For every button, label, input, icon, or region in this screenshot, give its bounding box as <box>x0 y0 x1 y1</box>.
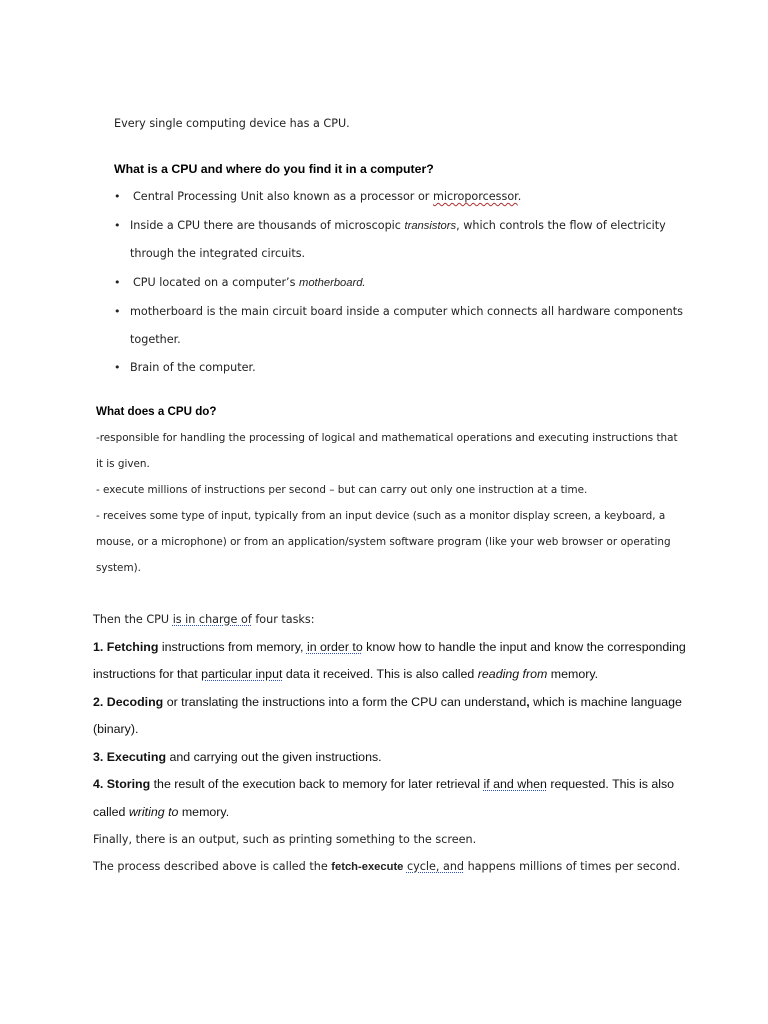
grammar-mark: if and when <box>483 777 547 791</box>
paragraph-line: it is given. <box>96 458 150 470</box>
tasks-lead-line: Then the CPU is in charge of four tasks: <box>93 613 315 626</box>
bullet-marker: • <box>114 219 121 232</box>
bullet-item: Brain of the computer. <box>130 361 256 374</box>
task-decoding-cont: (binary). <box>93 722 139 736</box>
intro-line: Every single computing device has a CPU. <box>114 117 350 130</box>
task-storing-cont: called writing to memory. <box>93 805 230 819</box>
paragraph-line: -responsible for handling the processing of logical and mathematical operations and executing instructions that <box>96 432 678 444</box>
paragraph-line: mouse, or a microphone) or from an application/system software program (like your web browser or operating <box>96 536 671 548</box>
paragraph-line: system). <box>96 562 141 574</box>
output-line: Finally, there is an output, such as printing something to the screen. <box>93 833 477 846</box>
task-executing: 3. Executing and carrying out the given instructions. <box>93 750 382 764</box>
bullet-continuation: through the integrated circuits. <box>130 247 306 260</box>
bullet-marker: • <box>114 276 121 289</box>
paragraph-line: - execute millions of instructions per second – but can carry out only one instruction at a time. <box>96 484 588 496</box>
section-heading-what-does-cpu-do: What does a CPU do? <box>96 405 217 418</box>
bullet-marker: • <box>114 361 121 374</box>
task-storing: 4. Storing the result of the execution back to memory for later retrieval if and when requested. This is also <box>93 777 675 791</box>
bullet-continuation: together. <box>130 333 181 346</box>
bullet-marker: • <box>114 305 121 318</box>
bullet-item: Inside a CPU there are thousands of microscopic transistors, which controls the flow of electricity <box>130 219 666 232</box>
bullet-item: CPU located on a computer’s motherboard. <box>133 276 366 289</box>
task-fetching-cont: instructions for that particular input data it received. This is also called reading from memory. <box>93 667 599 681</box>
task-fetching: 1. Fetching instructions from memory, in order to know how to handle the input and know the corresponding <box>93 640 686 654</box>
grammar-mark: cycle, and <box>406 860 465 873</box>
grammar-mark: in order to <box>306 640 363 654</box>
grammar-mark: particular input <box>201 667 283 681</box>
paragraph-line: - receives some type of input, typically from an input device (such as a monitor display screen, a keyboard, a <box>96 510 666 522</box>
bullet-item: motherboard is the main circuit board inside a computer which connects all hardware components <box>130 305 683 318</box>
spelling-error-mark: microporcessor <box>432 190 518 203</box>
bullet-marker: • <box>114 190 121 203</box>
section-heading-what-is-cpu: What is a CPU and where do you find it in a computer? <box>114 162 434 176</box>
bullet-item: Central Processing Unit also known as a processor or microporcessor. <box>133 190 522 203</box>
task-decoding: 2. Decoding or translating the instructions into a form the CPU can understand, which is machine language <box>93 695 682 709</box>
fetch-execute-line: The process described above is called the fetch-execute cycle, and happens millions of times per second. <box>93 860 681 873</box>
grammar-mark: is in charge of <box>172 613 252 626</box>
